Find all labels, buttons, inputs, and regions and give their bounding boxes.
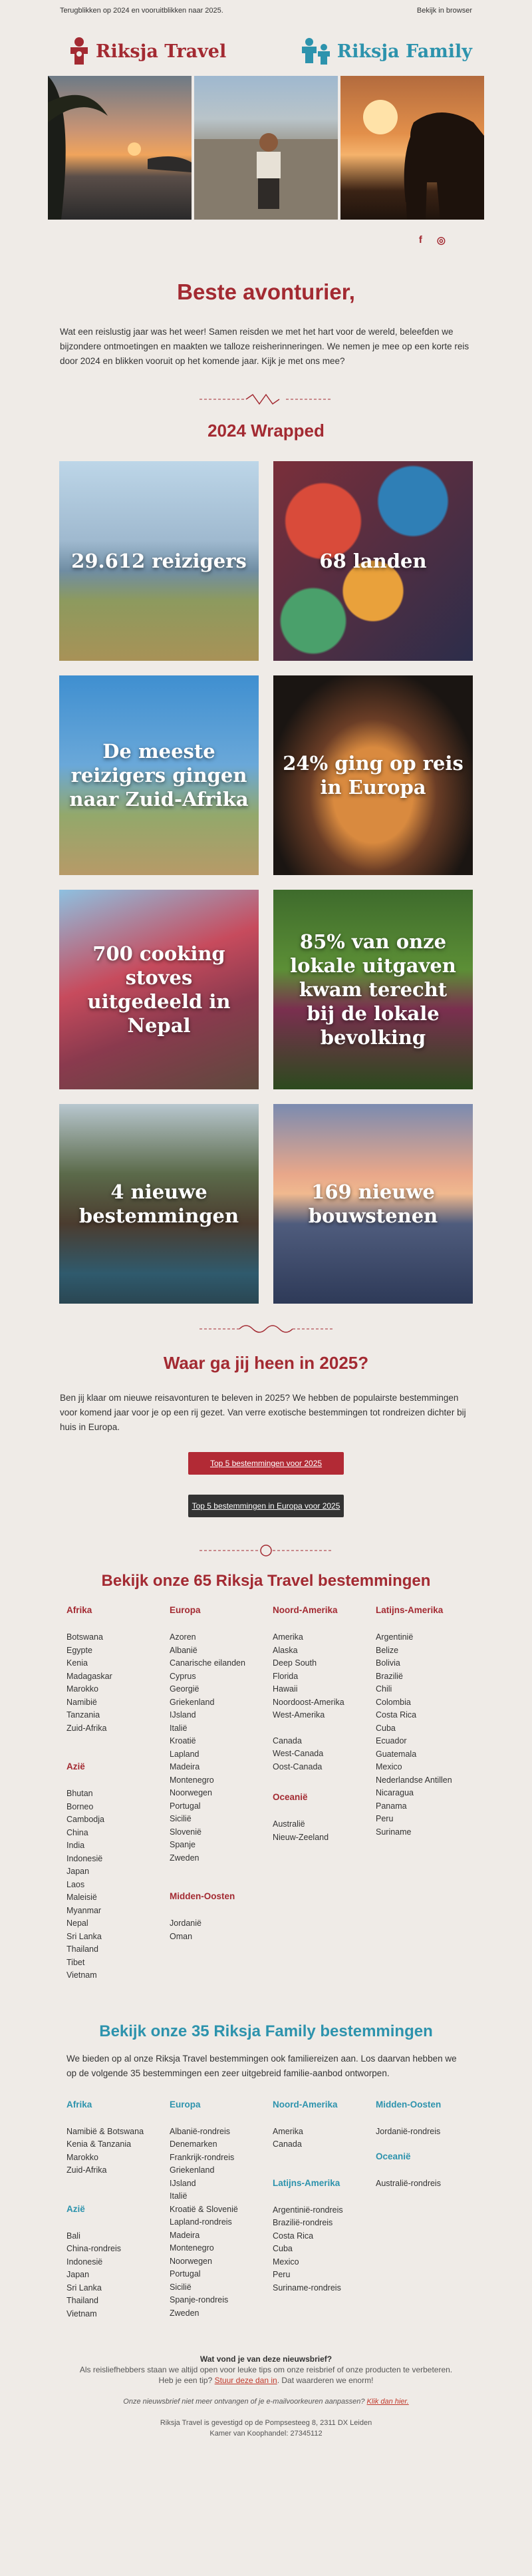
destination-link[interactable]: Laos [66,1879,85,1889]
travel-destinations-heading: Bekijk onze 65 Riksja Travel bestemmingen [101,1572,431,1590]
destination-link[interactable]: Peru [376,1814,394,1823]
destination-link[interactable]: Brazilië-rondreis [273,2218,333,2227]
greeting-heading: Beste avonturier, [177,279,355,304]
hero-photo-elephant-sunset [340,76,484,220]
destination-link[interactable]: Jordanië-rondreis [376,2126,441,2136]
wrapped-tile-text: 68 landen [319,550,427,572]
destination-link[interactable]: Bolivia [376,1658,400,1668]
destination-link[interactable]: Noordoost-Amerika [273,1697,344,1707]
destination-link[interactable]: Costa Rica [273,2231,314,2241]
social-links [0,220,532,254]
top5-2025-button[interactable]: Top 5 bestemmingen voor 2025 [188,1452,344,1475]
destination-link[interactable]: Nicaragua [376,1788,414,1797]
destination-link[interactable]: Nepal [66,1919,88,1928]
destination-link[interactable]: Noorwegen [170,1788,212,1797]
destination-link[interactable]: China [66,1827,88,1837]
family-destinations-heading: Bekijk onze 35 Riksja Family bestemmingen [99,2022,433,2040]
destination-link[interactable]: IJsland [170,2178,196,2188]
destination-link[interactable]: Montenegro [170,1775,214,1785]
region-heading-noord-amerika: Noord-Amerika [273,1605,338,1615]
destination-link[interactable]: Slovenië [170,1827,201,1837]
destination-link[interactable]: Cyprus [170,1671,196,1681]
destination-link[interactable]: Suriname-rondreis [273,2283,341,2293]
destination-link[interactable]: Nederlandse Antillen [376,1775,452,1785]
wave-ornament-icon [200,393,332,406]
destination-link[interactable]: Portugal [170,1801,201,1811]
destination-link[interactable]: Maleisië [66,1893,97,1902]
hero-photo-sunset-coast [48,76,192,220]
destination-link[interactable]: Mexico [273,2257,299,2267]
destination-link[interactable]: Australië-rondreis [376,2179,441,2188]
destination-link[interactable]: Kroatië [170,1736,196,1746]
destination-link[interactable]: China-rondreis [66,2244,121,2253]
family-col-3 [273,2100,376,2321]
destination-link[interactable]: Azoren [170,1632,196,1642]
feedback-question: Wat vond je van deze nieuwsbrief? [200,2354,332,2364]
region-heading-midden-oosten: Midden-Oosten [376,2099,442,2110]
wrapped-heading: 2024 Wrapped [207,421,325,441]
destination-link[interactable]: Guatemala [376,1749,417,1759]
circle-divider [0,1544,532,1559]
destination-link[interactable]: Georgië [170,1684,200,1694]
wrapped-tile-countries [273,461,473,661]
destination-link[interactable]: India [66,1841,85,1850]
destination-link[interactable]: Hawaii [273,1684,298,1694]
destination-link[interactable]: Thailand [66,2296,98,2305]
destination-link[interactable]: Cuba [273,2244,293,2253]
travel-destinations-columns [0,1605,532,1982]
destination-link[interactable]: Chili [376,1684,392,1694]
cta-paragraph: Ben jij klaar om nieuwe reisavonturen te beleven in 2025? We hebben de populairste bestemmingen voor komend jaar voor je op een rij gezet. Van verre exotische bestemmingen tot rondreizen dichter bij huis in Europa. [60,1393,466,1432]
destination-link[interactable]: Sicilië [170,1814,192,1823]
wrapped-tile-text: 24% ging op reis in Europa [283,752,464,799]
company-address: Riksja Travel is gevestigd op de Pompsesteeg 8, 2311 DX Leiden [160,2419,372,2427]
unsubscribe-line [0,2396,532,2407]
destination-link[interactable]: Japan [66,2270,90,2279]
wrapped-tile-text: 4 nieuwe bestemmingen [78,1181,239,1227]
destination-link[interactable]: Argentinië-rondreis [273,2205,343,2215]
destination-link[interactable]: Italië [170,1723,188,1733]
region-heading-europa: Europa [170,1605,201,1615]
destination-link[interactable]: Japan [66,1867,90,1876]
region-heading-latijns-amerika: Latijns-Amerika [376,1605,444,1615]
instagram-icon[interactable]: ◎ [436,235,446,246]
family-europa-list [170,2125,273,2320]
destination-link[interactable]: Spanje [170,1840,196,1849]
family-col-2 [170,2100,273,2321]
intro-paragraph: Wat een reislustig jaar was het weer! Samen reisden we met het hart voor de wereld, beleefden we bijzondere ontmoetingen en maakten we talloze reisherinneringen. We nemen je mee op een korte reis door 2024 en blikken vooruit op het komende jaar. Kijk je met ons mee? [60,327,469,366]
destination-link[interactable]: Oost-Canada [273,1761,323,1771]
region-heading-azie: Azië [66,1761,85,1771]
destination-link[interactable]: Lapland-rondreis [170,2217,232,2227]
travel-col-4 [376,1605,479,1982]
destination-link[interactable]: Tibet [66,1957,85,1967]
destination-link[interactable]: Namibië [66,1697,97,1707]
travel-la-list [376,1631,479,1839]
family-azie-list [66,2230,170,2321]
wrapped-tile-text: 85% van onze lokale uitgaven kwam terecht bij de lokale bevolking [290,930,456,1049]
footer [0,2354,532,2439]
wrapped-tile-travelers [59,461,259,661]
hero-photo-strip [48,76,484,220]
family-la-list [273,2204,376,2295]
destination-link[interactable]: Canada [273,1736,302,1746]
destination-link[interactable]: Canada [273,2139,302,2149]
destination-link[interactable]: Marokko [66,2152,98,2162]
destination-link[interactable]: Vietnam [66,2308,97,2318]
destination-link[interactable]: Marokko [66,1684,98,1694]
destination-link[interactable]: Griekenland [170,2165,215,2175]
puzzle-person-icon [66,37,92,66]
destination-link[interactable]: Florida [273,1671,299,1681]
wrapped-tile-europe [273,675,473,875]
wrapped-tile-local-spending [273,890,473,1089]
cta-heading: Waar ga jij heen in 2025? [163,1353,369,1373]
travel-col-2 [170,1605,273,1982]
travel-europa-list [170,1631,273,1865]
region-heading-afrika: Afrika [66,1605,92,1615]
destination-link[interactable]: Canarische eilanden [170,1658,245,1668]
circle-ornament-icon [200,1544,332,1557]
wrapped-tile-text: 169 nieuwe bouwstenen [308,1181,438,1227]
destination-link[interactable]: Brazilië [376,1671,403,1681]
destination-link[interactable]: Deep South [273,1658,317,1668]
top5-europe-button[interactable]: Top 5 bestemmingen in Europa voor 2025 [188,1495,344,1517]
wrapped-tile-building-blocks [273,1104,473,1304]
facebook-icon[interactable]: f [418,234,422,246]
family-afrika-list [66,2125,170,2177]
family-col-1 [66,2100,170,2321]
destination-link[interactable]: Bali [66,2231,80,2241]
destination-link[interactable]: Australië [273,1819,305,1829]
destination-link[interactable]: Kroatië & Slovenië [170,2204,238,2214]
destination-link[interactable]: Oman [170,1931,193,1941]
travel-oceanie-list [273,1818,376,1844]
destination-link[interactable]: West-Amerika [273,1710,325,1720]
destination-link[interactable]: Suriname [376,1827,412,1837]
wave-ornament-icon [200,1322,332,1336]
destination-link[interactable]: Frankrijk-rondreis [170,2152,235,2162]
destination-link[interactable]: Alaska [273,1645,298,1655]
wrapped-tile-text: 700 cooking stoves uitgedeeld in Nepal [87,942,231,1037]
riksja-travel-name: Riksja Travel [96,41,227,62]
region-heading-noord-amerika: Noord-Amerika [273,2099,338,2110]
destination-link[interactable]: Amerika [273,2126,303,2136]
destination-link[interactable]: Zuid-Afrika [66,2165,107,2175]
region-heading-oceanie: Oceanië [273,1792,308,1802]
destination-link[interactable]: Sri Lanka [66,1931,102,1941]
destination-link[interactable]: Indonesië [66,1853,103,1863]
destination-link[interactable]: West-Canada [273,1749,324,1758]
wave-divider [0,1322,532,1337]
destination-link[interactable]: Cuba [376,1723,396,1733]
destination-link[interactable]: Indonesië [66,2257,103,2267]
riksja-family-name: Riksja Family [336,41,472,62]
destination-link[interactable]: Panama [376,1801,407,1811]
feedback-tip-line [0,2375,532,2386]
destination-link[interactable]: Kenia & Tanzania [66,2139,132,2149]
destination-link[interactable]: Myanmar [66,1905,102,1915]
destination-link[interactable]: Vietnam [66,1970,97,1980]
destination-link[interactable]: Italië [170,2191,188,2201]
tip-text: Heb je een tip? [158,2376,213,2385]
elephant-silhouette [340,76,484,220]
region-heading-midden-oosten: Midden-Oosten [170,1891,235,1901]
feedback-line: Als reisliefhebbers staan we altijd open voor leuke tips om onze reisbrief of onze producten te verbeteren. [79,2365,453,2374]
family-intro-paragraph: We bieden op al onze Riksja Travel bestemmingen ook familiereizen aan. Los daarvan hebben we op de volgende 35 bestemmingen een zeer uitgebreid familie-aanbod ontworpen. [66,2053,457,2078]
destination-link[interactable]: Lapland [170,1749,200,1759]
region-heading-latijns-amerika: Latijns-Amerika [273,2177,340,2188]
travel-afrika-list [66,1631,170,1735]
family-na-list [273,2125,376,2151]
destination-link[interactable]: Namibië & Botswana [66,2126,144,2136]
destination-link[interactable]: Montenegro [170,2243,214,2253]
company-kvk: Kamer van Koophandel: 27345112 [209,2430,323,2438]
destination-link[interactable]: Griekenland [170,1697,215,1707]
destination-link[interactable]: Jordanië [170,1919,201,1928]
send-tip-link[interactable]: Stuur deze dan in [214,2376,277,2385]
destination-link[interactable]: Botswana [66,1632,103,1642]
wrapped-tile-south-africa [59,675,259,875]
travel-azie-list [66,1787,170,1982]
region-heading-europa: Europa [170,2099,201,2110]
destination-link[interactable]: Amerika [273,1632,303,1642]
family-oceanie-list [376,2177,479,2191]
family-mo-list [376,2125,479,2139]
tip-thanks: . Dat waarderen we enorm! [277,2376,374,2385]
destination-link[interactable]: Madeira [170,1762,200,1771]
destination-link[interactable]: Thailand [66,1944,98,1954]
palm-silhouette [48,76,192,220]
preheader-bar [0,0,532,21]
unsubscribe-link[interactable]: Klik dan hier. [366,2398,409,2406]
puzzle-family-icon [300,37,333,66]
destination-link[interactable]: Nieuw-Zeeland [273,1832,329,1842]
wave-divider [0,393,532,407]
destination-link[interactable]: Ecuador [376,1736,407,1746]
wrapped-tile-destinations [59,1104,259,1304]
destination-link[interactable]: Borneo [66,1801,94,1811]
family-col-4 [376,2100,479,2321]
destination-link[interactable]: Egypte [66,1645,92,1655]
destination-link[interactable]: Argentinië [376,1632,414,1642]
travel-mo-list [170,1917,273,1943]
destination-link[interactable]: Sicilië [170,2282,192,2292]
destination-link[interactable]: Madagaskar [66,1671,112,1681]
family-destinations-columns [0,2100,532,2321]
destination-link[interactable]: Sri Lanka [66,2283,102,2293]
riksja-travel-logo[interactable] [66,37,226,66]
wrapped-grid [0,461,532,1304]
destination-link[interactable]: Portugal [170,2269,201,2279]
preheader-text: Terugblikken op 2024 en vooruitblikken naar 2025. [60,7,223,15]
destination-link[interactable]: Costa Rica [376,1710,417,1720]
travel-col-1 [66,1605,170,1982]
travel-na-list [273,1631,376,1722]
destination-link[interactable]: Peru [273,2270,291,2279]
destination-link[interactable]: Zuid-Afrika [66,1723,107,1733]
region-heading-afrika: Afrika [66,2099,92,2110]
region-heading-azie: Azië [66,2203,85,2214]
hero-photo-traveler-city [194,76,338,220]
wrapped-tile-text: 29.612 reizigers [71,550,247,572]
region-heading-oceanie: Oceanië [376,2151,411,2161]
logo-bar [0,21,532,72]
destination-link[interactable]: Madeira [170,2230,200,2240]
unsubscribe-text: Onze nieuwsbrief niet meer ontvangen of je e-mailvoorkeuren aanpassen? [123,2398,365,2406]
travel-col-3 [273,1605,376,1982]
destination-link[interactable]: Spanje-rondreis [170,2295,229,2304]
destination-link[interactable]: Kenia [66,1658,88,1668]
riksja-family-logo[interactable] [300,37,472,66]
destination-link[interactable]: Belize [376,1645,399,1655]
view-in-browser-link[interactable]: Bekijk in browser [416,7,472,15]
destination-link[interactable]: Zweden [170,2308,200,2318]
destination-link[interactable]: Mexico [376,1762,402,1771]
destination-link[interactable]: Colombia [376,1697,411,1707]
traveler-figure [194,76,338,220]
destination-link[interactable]: IJsland [170,1710,196,1720]
travel-canada-list [273,1735,376,1774]
wrapped-tile-text: De meeste reizigers gingen naar Zuid-Afrika [69,740,249,811]
destination-link[interactable]: Albanië-rondreis [170,2126,231,2136]
destination-link[interactable]: Albanië [170,1645,198,1655]
wrapped-tile-nepal [59,890,259,1089]
destination-link[interactable]: Cambodja [66,1815,104,1824]
destination-link[interactable]: Denemarken [170,2139,217,2149]
destination-link[interactable]: Bhutan [66,1789,93,1798]
destination-link[interactable]: Tanzania [66,1710,100,1720]
destination-link[interactable]: Noorwegen [170,2256,212,2266]
destination-link[interactable]: Zweden [170,1853,200,1863]
